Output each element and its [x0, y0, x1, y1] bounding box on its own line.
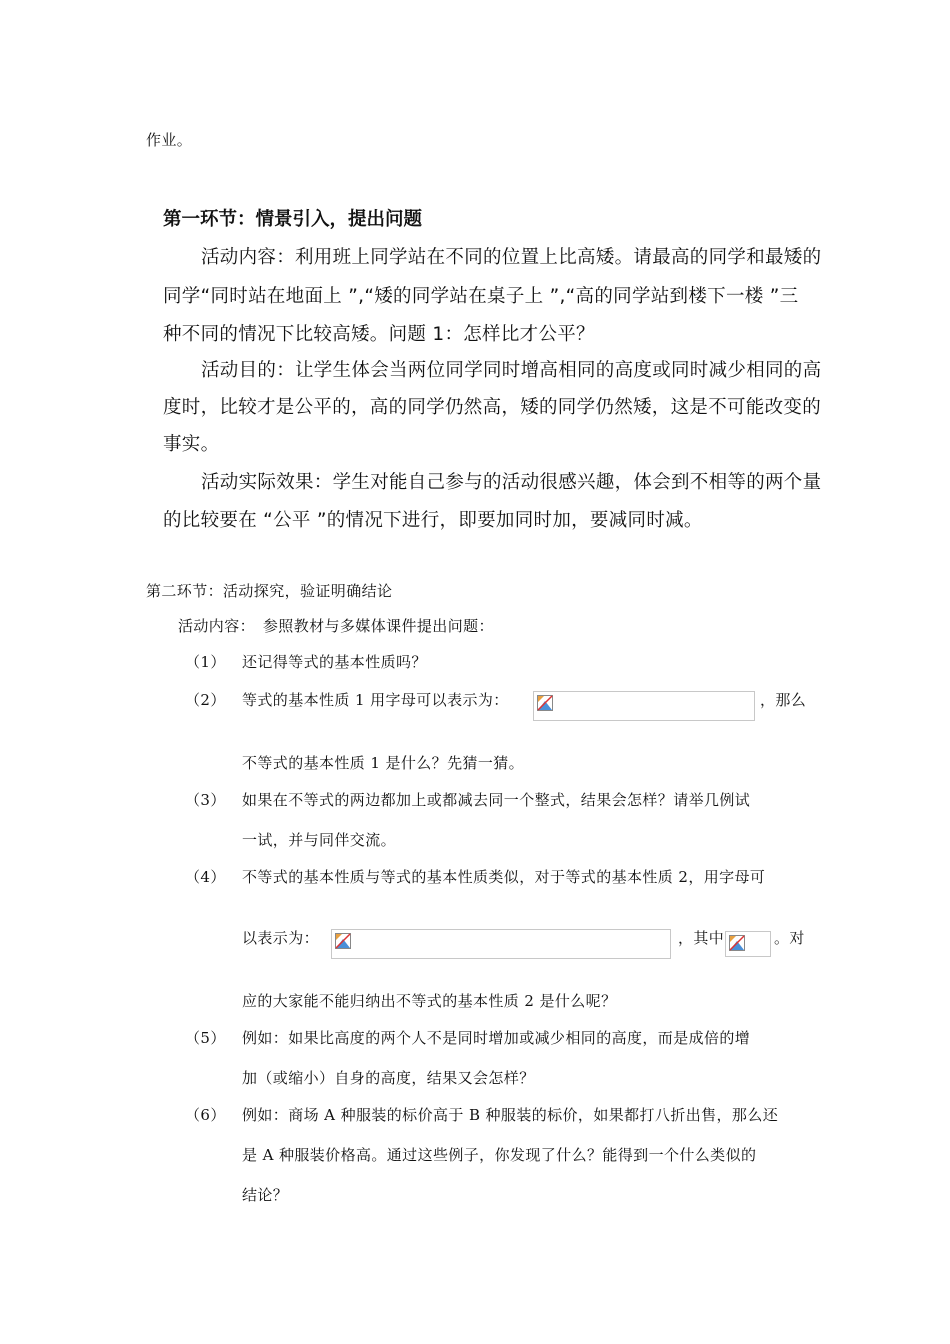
top-line: 作业。	[146, 131, 193, 149]
section1-heading: 第一环节：情景引入，提出问题	[163, 209, 423, 230]
item-text: 加（或缩小）自身的高度，结果又会怎样？	[242, 1069, 535, 1087]
section2-heading: 第二环节：活动探究，验证明确结论	[146, 582, 393, 600]
item-text: 还记得等式的基本性质吗？	[242, 653, 427, 671]
section1-line: 事实。	[163, 434, 220, 455]
item-number: （5）	[185, 1029, 226, 1047]
item-number: （1）	[185, 653, 226, 671]
item-number: （4）	[185, 868, 226, 886]
broken-image-icon	[729, 935, 745, 951]
item-text: 是 A 种服装价格高。通过这些例子，你发现了什么？能得到一个什么类似的	[242, 1146, 757, 1164]
item-number: （6）	[185, 1106, 226, 1124]
item-text: 以表示为：	[242, 929, 320, 947]
item-text: 不等式的基本性质 1 是什么？先猜一猜。	[242, 754, 525, 772]
item-text: 例如：商场 A 种服装的标价高于 B 种服装的标价，如果都打八折出售，那么还	[242, 1106, 779, 1124]
item-text: 如果在不等式的两边都加上或都减去同一个整式，结果会怎样？请举几例试	[242, 791, 751, 809]
formula-image-placeholder	[331, 929, 671, 959]
section2-intro: 活动内容： 参照教材与多媒体课件提出问题：	[178, 617, 494, 635]
section1-line: 同学“同时站在地面上 ”,“矮的同学站在桌子上 ”,“高的同学站到楼下一楼 ”三	[163, 286, 799, 307]
formula-image-placeholder	[533, 691, 755, 721]
broken-image-icon	[537, 695, 553, 711]
item-number: （3）	[185, 791, 226, 809]
section1-line: 活动内容：利用班上同学站在不同的位置上比高矮。请最高的同学和最矮的	[201, 247, 822, 268]
item-text: 等式的基本性质 1 用字母可以表示为：	[242, 691, 509, 709]
section1-line: 度时，比较才是公平的，高的同学仍然高，矮的同学仍然矮，这是不可能改变的	[163, 397, 822, 418]
item-text: 结论？	[242, 1186, 289, 1204]
item-text: 应的大家能不能归纳出不等式的基本性质 2 是什么呢？	[242, 992, 617, 1010]
item-text: 例如：如果比高度的两个人不是同时增加或减少相同的高度，而是成倍的增	[242, 1029, 751, 1047]
item-text: 一试，并与同伴交流。	[242, 831, 397, 849]
section1-line: 种不同的情况下比较高矮。问题 1：怎样比才公平？	[163, 324, 595, 345]
item-text: ，那么	[760, 691, 807, 709]
item-number: （2）	[185, 691, 226, 709]
section1-line: 活动目的：让学生体会当两位同学同时增高相同的高度或同时减少相同的高	[201, 360, 822, 381]
broken-image-icon	[335, 933, 351, 949]
section1-line: 的比较要在 “公平 ”的情况下进行，即要加同时加，要减同时减。	[163, 510, 703, 531]
section1-line: 活动实际效果：学生对能自己参与的活动很感兴趣，体会到不相等的两个量	[201, 472, 822, 493]
item-text: 不等式的基本性质与等式的基本性质类似，对于等式的基本性质 2，用字母可	[242, 868, 766, 886]
formula-image-placeholder	[725, 931, 771, 957]
item-text: 。对	[774, 929, 805, 947]
item-text: ，其中	[678, 929, 725, 947]
